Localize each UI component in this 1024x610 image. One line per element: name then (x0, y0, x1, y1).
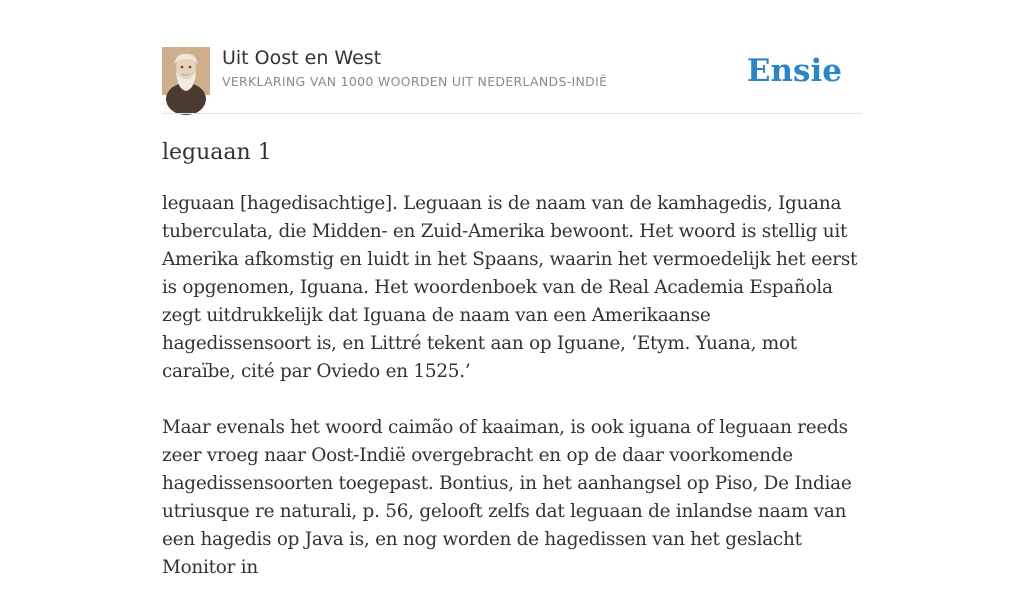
source-subtitle: VERKLARING VAN 1000 WOORDEN UIT NEDERLANDS-INDIË (222, 74, 608, 89)
entry-paragraph: Maar evenals het woord caimão of kaaiman, is ook iguana of leguaan reeds zeer vroeg naar Oost-Indië overgebracht en op de daar voorkomende hagedissensoorten toegepast. Bontius, in het aanhangsel op Piso, De Indiae utriusque re naturali, p. 56, gelooft zelfs dat leguaan de inlandse naam van een hagedis op Java is, en nog worden de hagedissen van het geslacht Monitor in (162, 417, 852, 578)
author-portrait-image (162, 47, 210, 95)
entry-title: leguaan 1 (162, 140, 272, 165)
source-title[interactable]: Uit Oost en West (222, 47, 382, 69)
entry-paragraph: leguaan [hagedisachtige]. Leguaan is de naam van de kamhagedis, Iguana tuberculata, die Midden- en Zuid-Amerika bewoont. Het woord is stellig uit Amerika afkomstig en luidt in het Spaans, waarin het vermoedelijk het eerst is opgenomen, Iguana. Het woordenboek van de Real Academia Española zegt uitdrukkelijk dat Iguana de naam van een Amerikaanse hagedissensoort is, en Littré tekent aan op Iguane, ‘Etym. Yuana, mot caraïbe, cité par Oviedo en 1525.’ (162, 193, 858, 382)
entry-body (162, 190, 862, 610)
ensie-logo[interactable]: Ensie (746, 53, 842, 89)
author-avatar[interactable] (162, 47, 210, 95)
source-header (162, 46, 862, 96)
header-divider (162, 113, 862, 114)
